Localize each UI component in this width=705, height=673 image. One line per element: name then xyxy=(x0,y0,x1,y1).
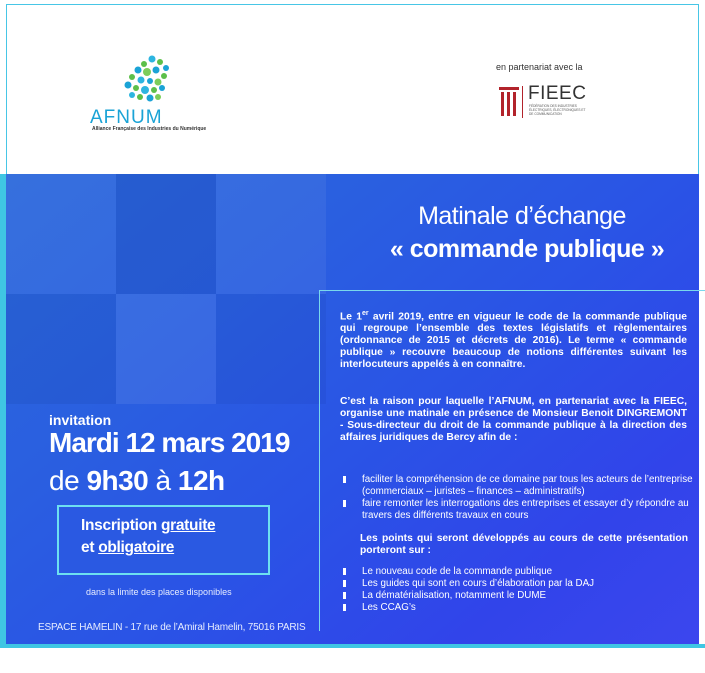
list-item xyxy=(343,566,698,578)
goal-text: faciliter la compréhension de ce domaine par tous les acteurs de l’entreprise (commerciaux – juristes – finances – administratifs) xyxy=(362,474,693,497)
registration-button[interactable] xyxy=(57,505,270,575)
cta-line-1-a: Inscription xyxy=(81,517,161,534)
accent-bar-bottom xyxy=(0,644,705,648)
goal-text: faire remonter les interrogations des entreprises et essayer d’y répondre au travers des différents travaux en cours xyxy=(362,498,689,521)
point-text: Les CCAG’s xyxy=(362,602,416,613)
cta-line-2[interactable] xyxy=(81,539,174,557)
venue-address: ESPACE HAMELIN - 17 rue de l’Amiral Hamelin, 75016 PARIS xyxy=(38,622,306,633)
cta-line-1-b: gratuite xyxy=(160,517,216,534)
intro-p1-start: Le 1 xyxy=(340,311,362,323)
bullet-marker-icon xyxy=(343,580,346,587)
list-item xyxy=(343,498,698,522)
event-date: Mardi 12 mars 2019 xyxy=(49,427,290,458)
intro-paragraph-1 xyxy=(340,308,687,371)
time-end: 12h xyxy=(177,465,225,496)
bg-square xyxy=(216,294,326,404)
point-text: La dématérialisation, notamment le DUME xyxy=(362,590,547,601)
title-line-1: Matinale d’échange xyxy=(418,202,626,230)
partner-text: en partenariat avec la xyxy=(496,62,583,72)
time-de: de xyxy=(49,465,80,496)
fieec-wordmark: FIEEC xyxy=(528,83,587,104)
intro-paragraph-2: C’est la raison pour laquelle l’AFNUM, en partenariat avec la FIEEC, organise une matinale en présence de Monsieur Benoit DINGREMONT - Sous-directeur du droit de la commande publique à la direction des affaires juridiques de Bercy afin de : xyxy=(340,396,687,443)
seats-limit-note: dans la limite des places disponibles xyxy=(86,587,232,597)
bg-square xyxy=(6,294,116,404)
intro-p1-sup: er xyxy=(361,310,369,317)
cta-line-2-b: obligatoire xyxy=(98,539,175,556)
event-time xyxy=(49,465,225,497)
goals-list xyxy=(343,474,698,522)
bg-square xyxy=(116,174,216,294)
bg-square xyxy=(6,174,116,294)
afnum-tagline: Alliance Française des Industries du Numérique xyxy=(92,126,207,132)
cta-line-2-a: et xyxy=(81,539,99,556)
afnum-wordmark: AFNUM xyxy=(90,107,163,128)
bullet-marker-icon xyxy=(343,500,346,507)
fieec-tagline: FÉDÉRATION DES INDUSTRIES ÉLECTRIQUES, ÉLECTRONIQUES ET DE COMMUNICATION xyxy=(529,104,586,116)
cta-line-1[interactable] xyxy=(81,517,215,535)
points-list xyxy=(343,566,698,614)
bullet-marker-icon xyxy=(343,592,346,599)
list-item xyxy=(343,602,698,614)
intro-p1-rest: avril 2019, entre en vigueur le code de la commande publique qui regroupe l’ensemble des textes législatifs et règlementaires (ordonnance de 2015 et décrets de 2016). Le terme « commande publique » recouvre beaucoup de notions différentes suivant les interlocuteurs appelés à en connaître. xyxy=(340,311,687,371)
points-heading: Les points qui seront développés au cours de cette présentation porteront sur : xyxy=(360,533,688,556)
time-a: à xyxy=(155,465,171,496)
point-text: Le nouveau code de la commande publique xyxy=(362,566,553,577)
bg-square xyxy=(216,174,326,294)
list-item xyxy=(343,590,698,602)
point-text: Les guides qui sont en cours d’élaboration par la DAJ xyxy=(362,578,595,589)
bg-square xyxy=(116,294,216,404)
bullet-marker-icon xyxy=(343,604,346,611)
time-start: 9h30 xyxy=(86,465,149,496)
invitation-label: invitation xyxy=(49,412,112,428)
bullet-marker-icon xyxy=(343,476,346,483)
accent-bar-left xyxy=(0,174,6,648)
list-item xyxy=(343,578,698,590)
bullet-marker-icon xyxy=(343,568,346,575)
title-line-2: « commande publique » xyxy=(389,235,665,263)
list-item xyxy=(343,474,698,498)
